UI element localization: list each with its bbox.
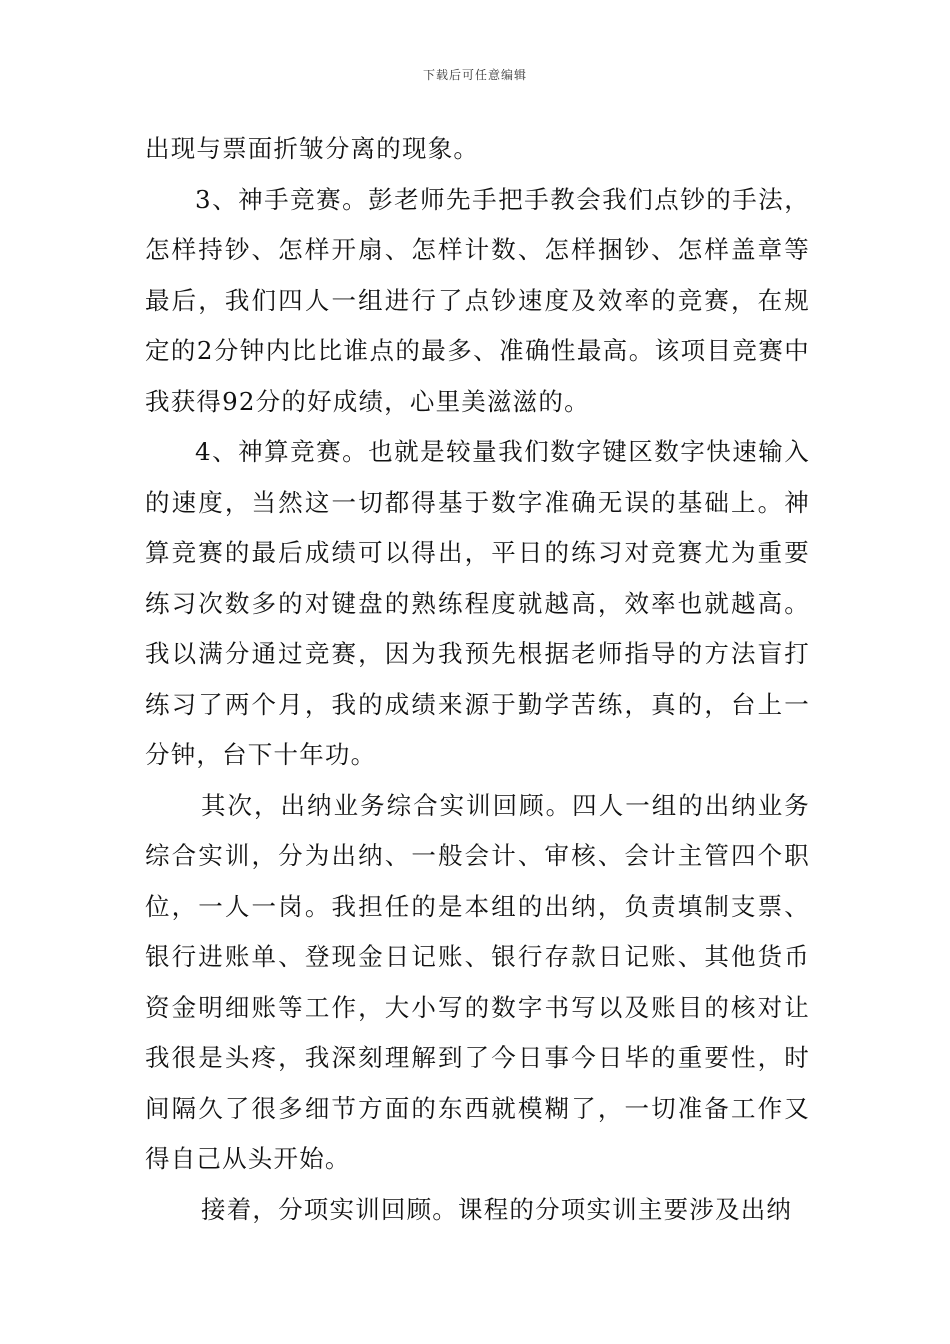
paragraph-item-3: 3、神手竞赛。彭老师先手把手教会我们点钞的手法，怎样持钞、怎样开扇、怎样计数、怎样捆钞、怎样盖章等最后，我们四人一组进行了点钞速度及效率的竞赛，在规定的2分钟内比比谁点的最多、准确性最高。该项目竞赛中我获得92分的好成绩，心里美滋滋的。 — [145, 184, 810, 416]
paragraph-continuation: 出现与票面折皱分离的现象。 — [145, 134, 480, 163]
paragraph-item-4: 4、神算竞赛。也就是较量我们数字键区数字快速输入的速度，当然这一切都得基于数字准确无误的基础上。神算竞赛的最后成绩可以得出，平日的练习对竞赛尤为重要练习次数多的对键盘的熟练程度就越高，效率也就越高。我以满分通过竞赛，因为我预先根据老师指导的方法盲打练习了两个月，我的成绩来源于勤学苦练，真的，台上一分钟，台下十年功。 — [145, 437, 810, 769]
document-body — [145, 124, 810, 1235]
paragraph-cashier-review: 其次，出纳业务综合实训回顾。四人一组的出纳业务综合实训，分为出纳、一般会计、审核、会计主管四个职位，一人一岗。我担任的是本组的出纳，负责填制支票、银行进账单、登现金日记账、银行存款日记账、其他货币资金明细账等工作，大小写的数字书写以及账目的核对让我很是头疼，我深刻理解到了今日事今日毕的重要性，时间隔久了很多细节方面的东西就模糊了，一切准备工作又得自己从头开始。 — [145, 790, 810, 1173]
paragraph-itemized-review: 接着，分项实训回顾。课程的分项实训主要涉及出纳 — [201, 1194, 793, 1224]
page-header-note: 下载后可任意编辑 — [422, 68, 527, 82]
